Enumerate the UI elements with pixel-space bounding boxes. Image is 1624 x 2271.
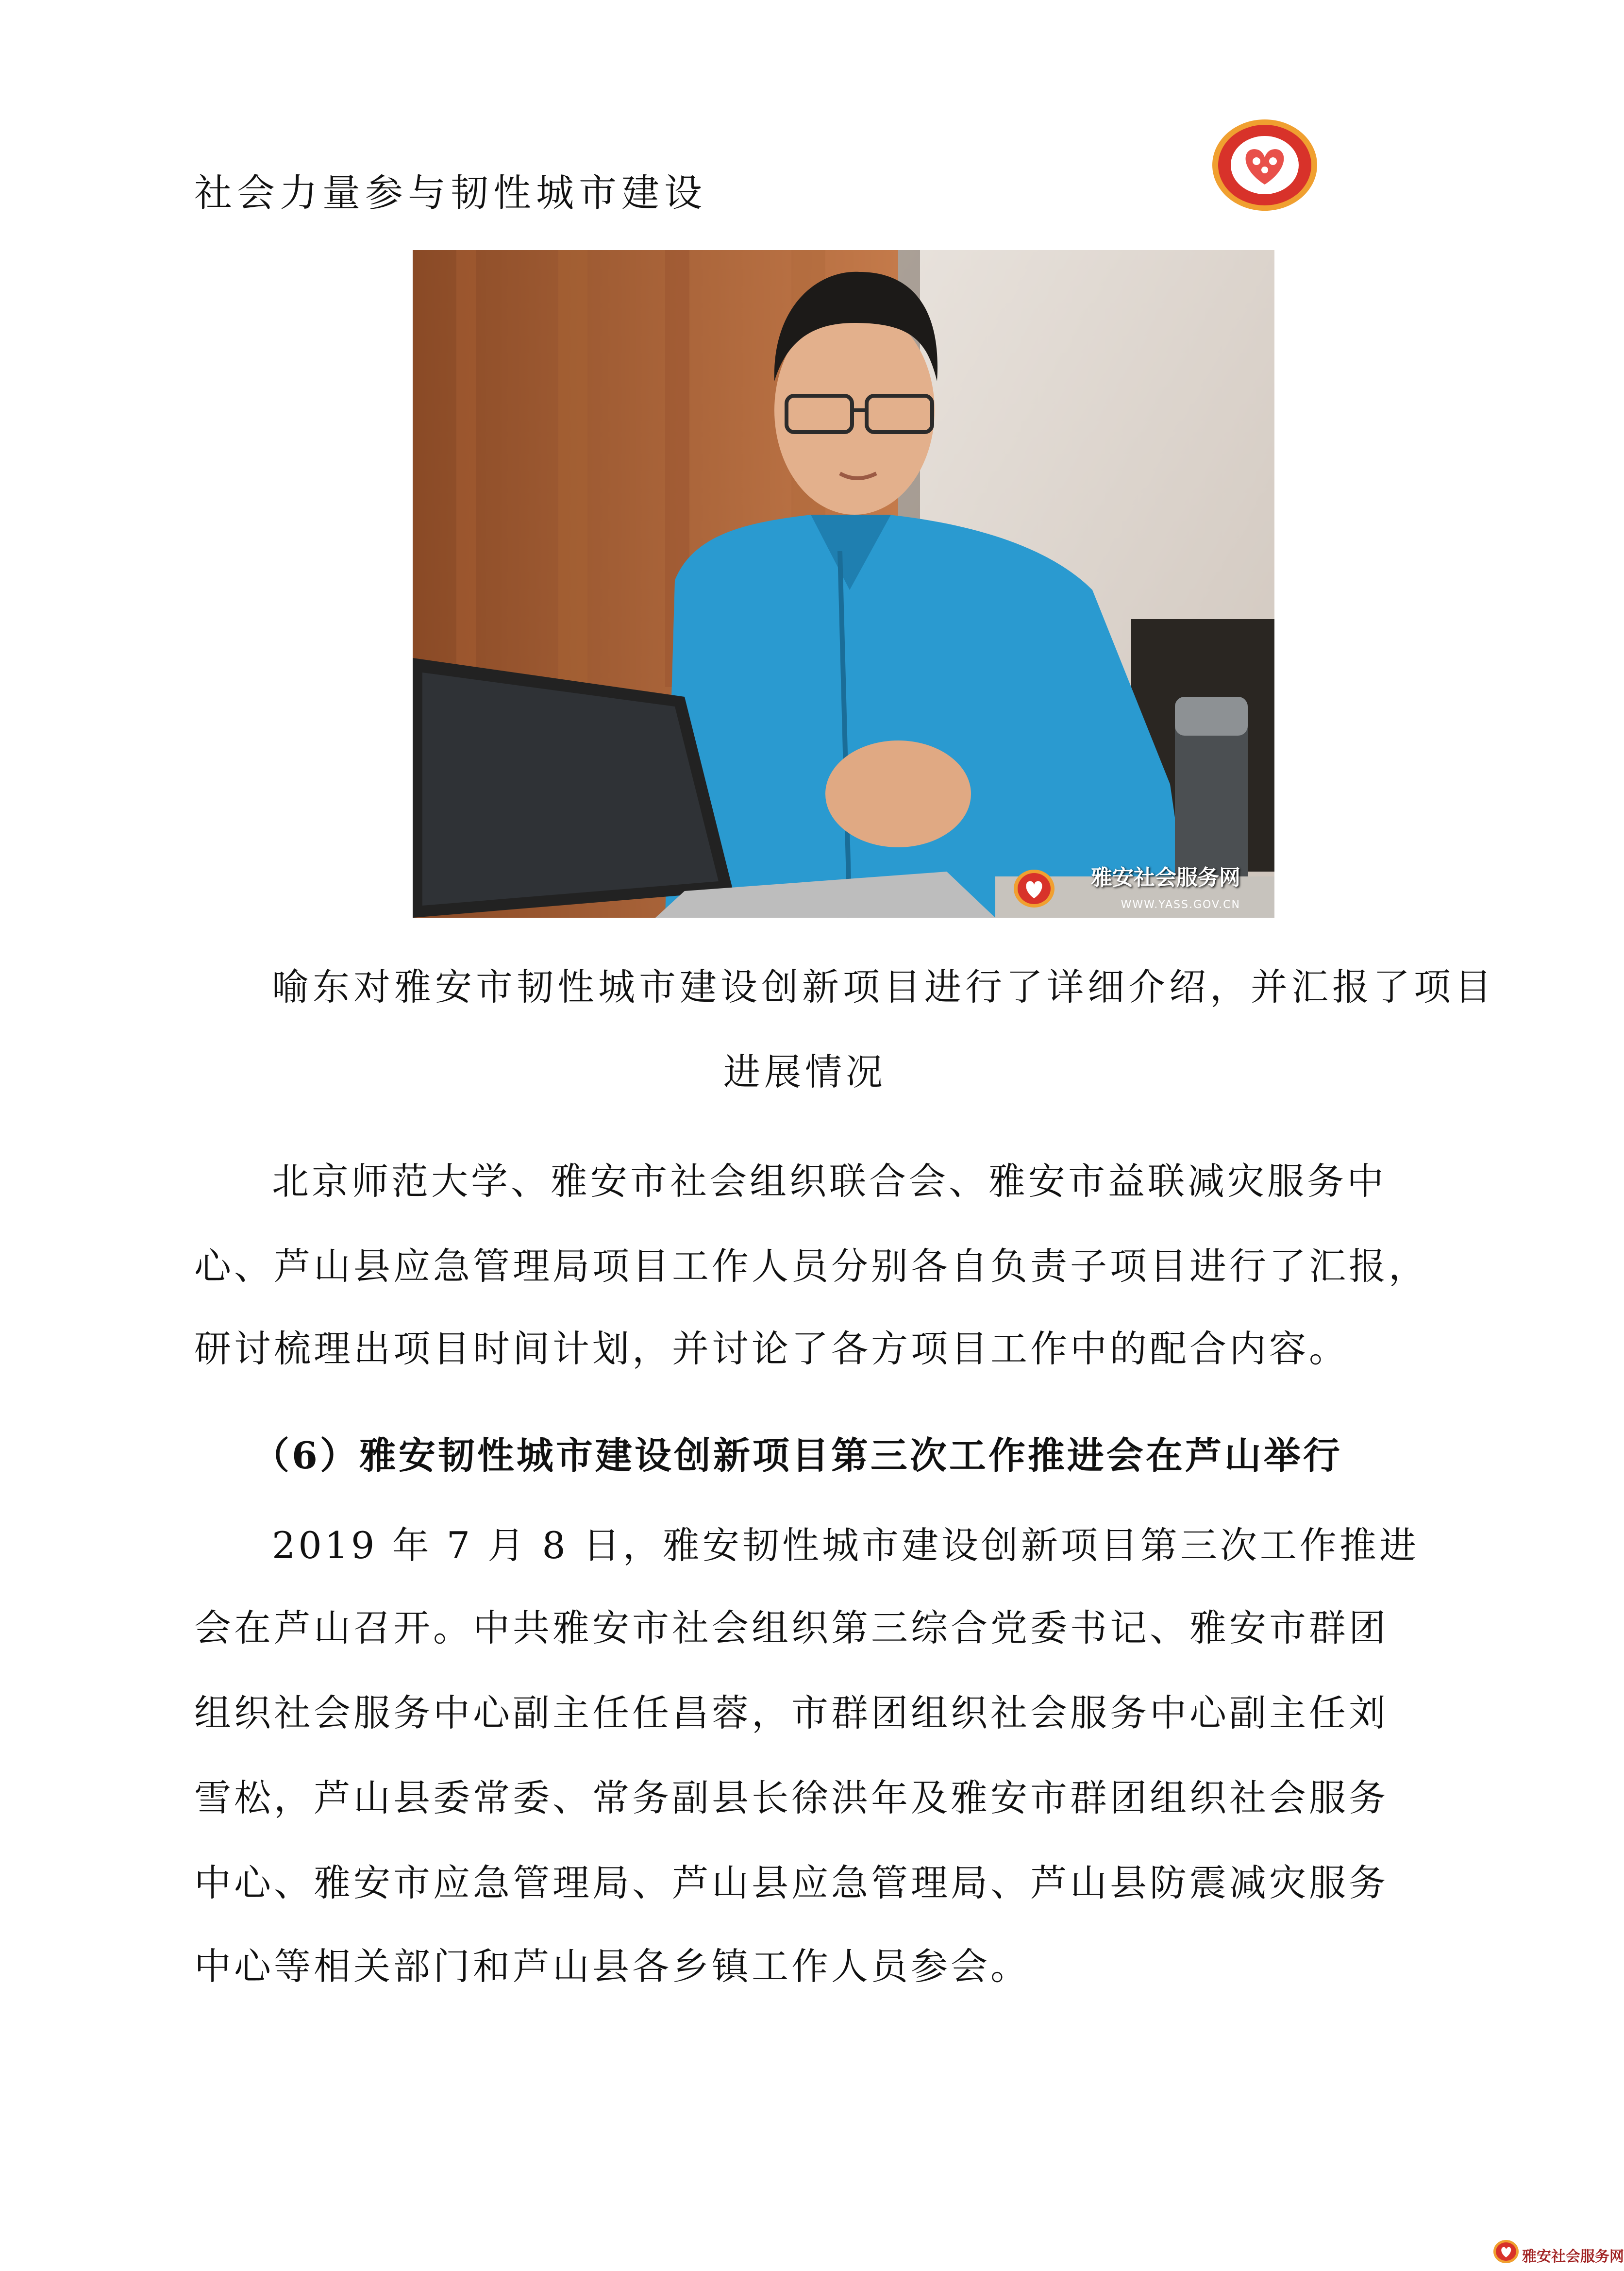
footer-logo [1493,2239,1520,2264]
paragraph-2-line-6: 中心等相关部门和芦山县各乡镇工作人员参会。 [194,1945,1030,1988]
page-header-title: 社会力量参与韧性城市建设 [194,171,707,215]
footer-site-name: 雅安社会服务网 [1522,2248,1624,2265]
paragraph-2-line-3: 组织社会服务中心副主任任昌蓉，市群团组织社会服务中心副主任刘 [194,1691,1389,1734]
photo-caption-line-2: 进展情况 [723,1050,887,1093]
event-photo [413,250,1274,918]
photo-illustration [413,250,1274,918]
paragraph-2-line-5: 中心、雅安市应急管理局、芦山县应急管理局、芦山县防震减灾服务 [194,1861,1389,1904]
paragraph-1-line-2: 心、芦山县应急管理局项目工作人员分别各自负责子项目进行了汇报， [194,1245,1428,1288]
watermark-url: WWW.YASS.GOV.CN [1121,899,1240,911]
paragraph-2-line-1: 2019 年 7 月 8 日，雅安韧性城市建设创新项目第三次工作推进 [272,1524,1419,1567]
paragraph-1-line-1: 北京师范大学、雅安市社会组织联合会、雅安市益联减灾服务中 [272,1160,1387,1203]
paragraph-2-line-2: 会在芦山召开。中共雅安市社会组织第三综合党委书记、雅安市群团 [194,1606,1389,1649]
paragraph-1-line-3: 研讨梳理出项目时间计划，并讨论了各方项目工作中的配合内容。 [194,1327,1349,1370]
section-heading: （6）雅安韧性城市建设创新项目第三次工作推进会在芦山举行 [252,1434,1342,1477]
photo-caption-line-1: 喻东对雅安市韧性城市建设创新项目进行了详细介绍，并汇报了项目 [272,965,1495,1009]
paragraph-2-line-4: 雪松，芦山县委常委、常务副县长徐洪年及雅安市群团组织社会服务 [194,1776,1389,1819]
watermark-title: 雅安社会服务网 [1091,865,1240,890]
watermark-logo [1012,868,1056,909]
organization-logo [1209,117,1321,214]
